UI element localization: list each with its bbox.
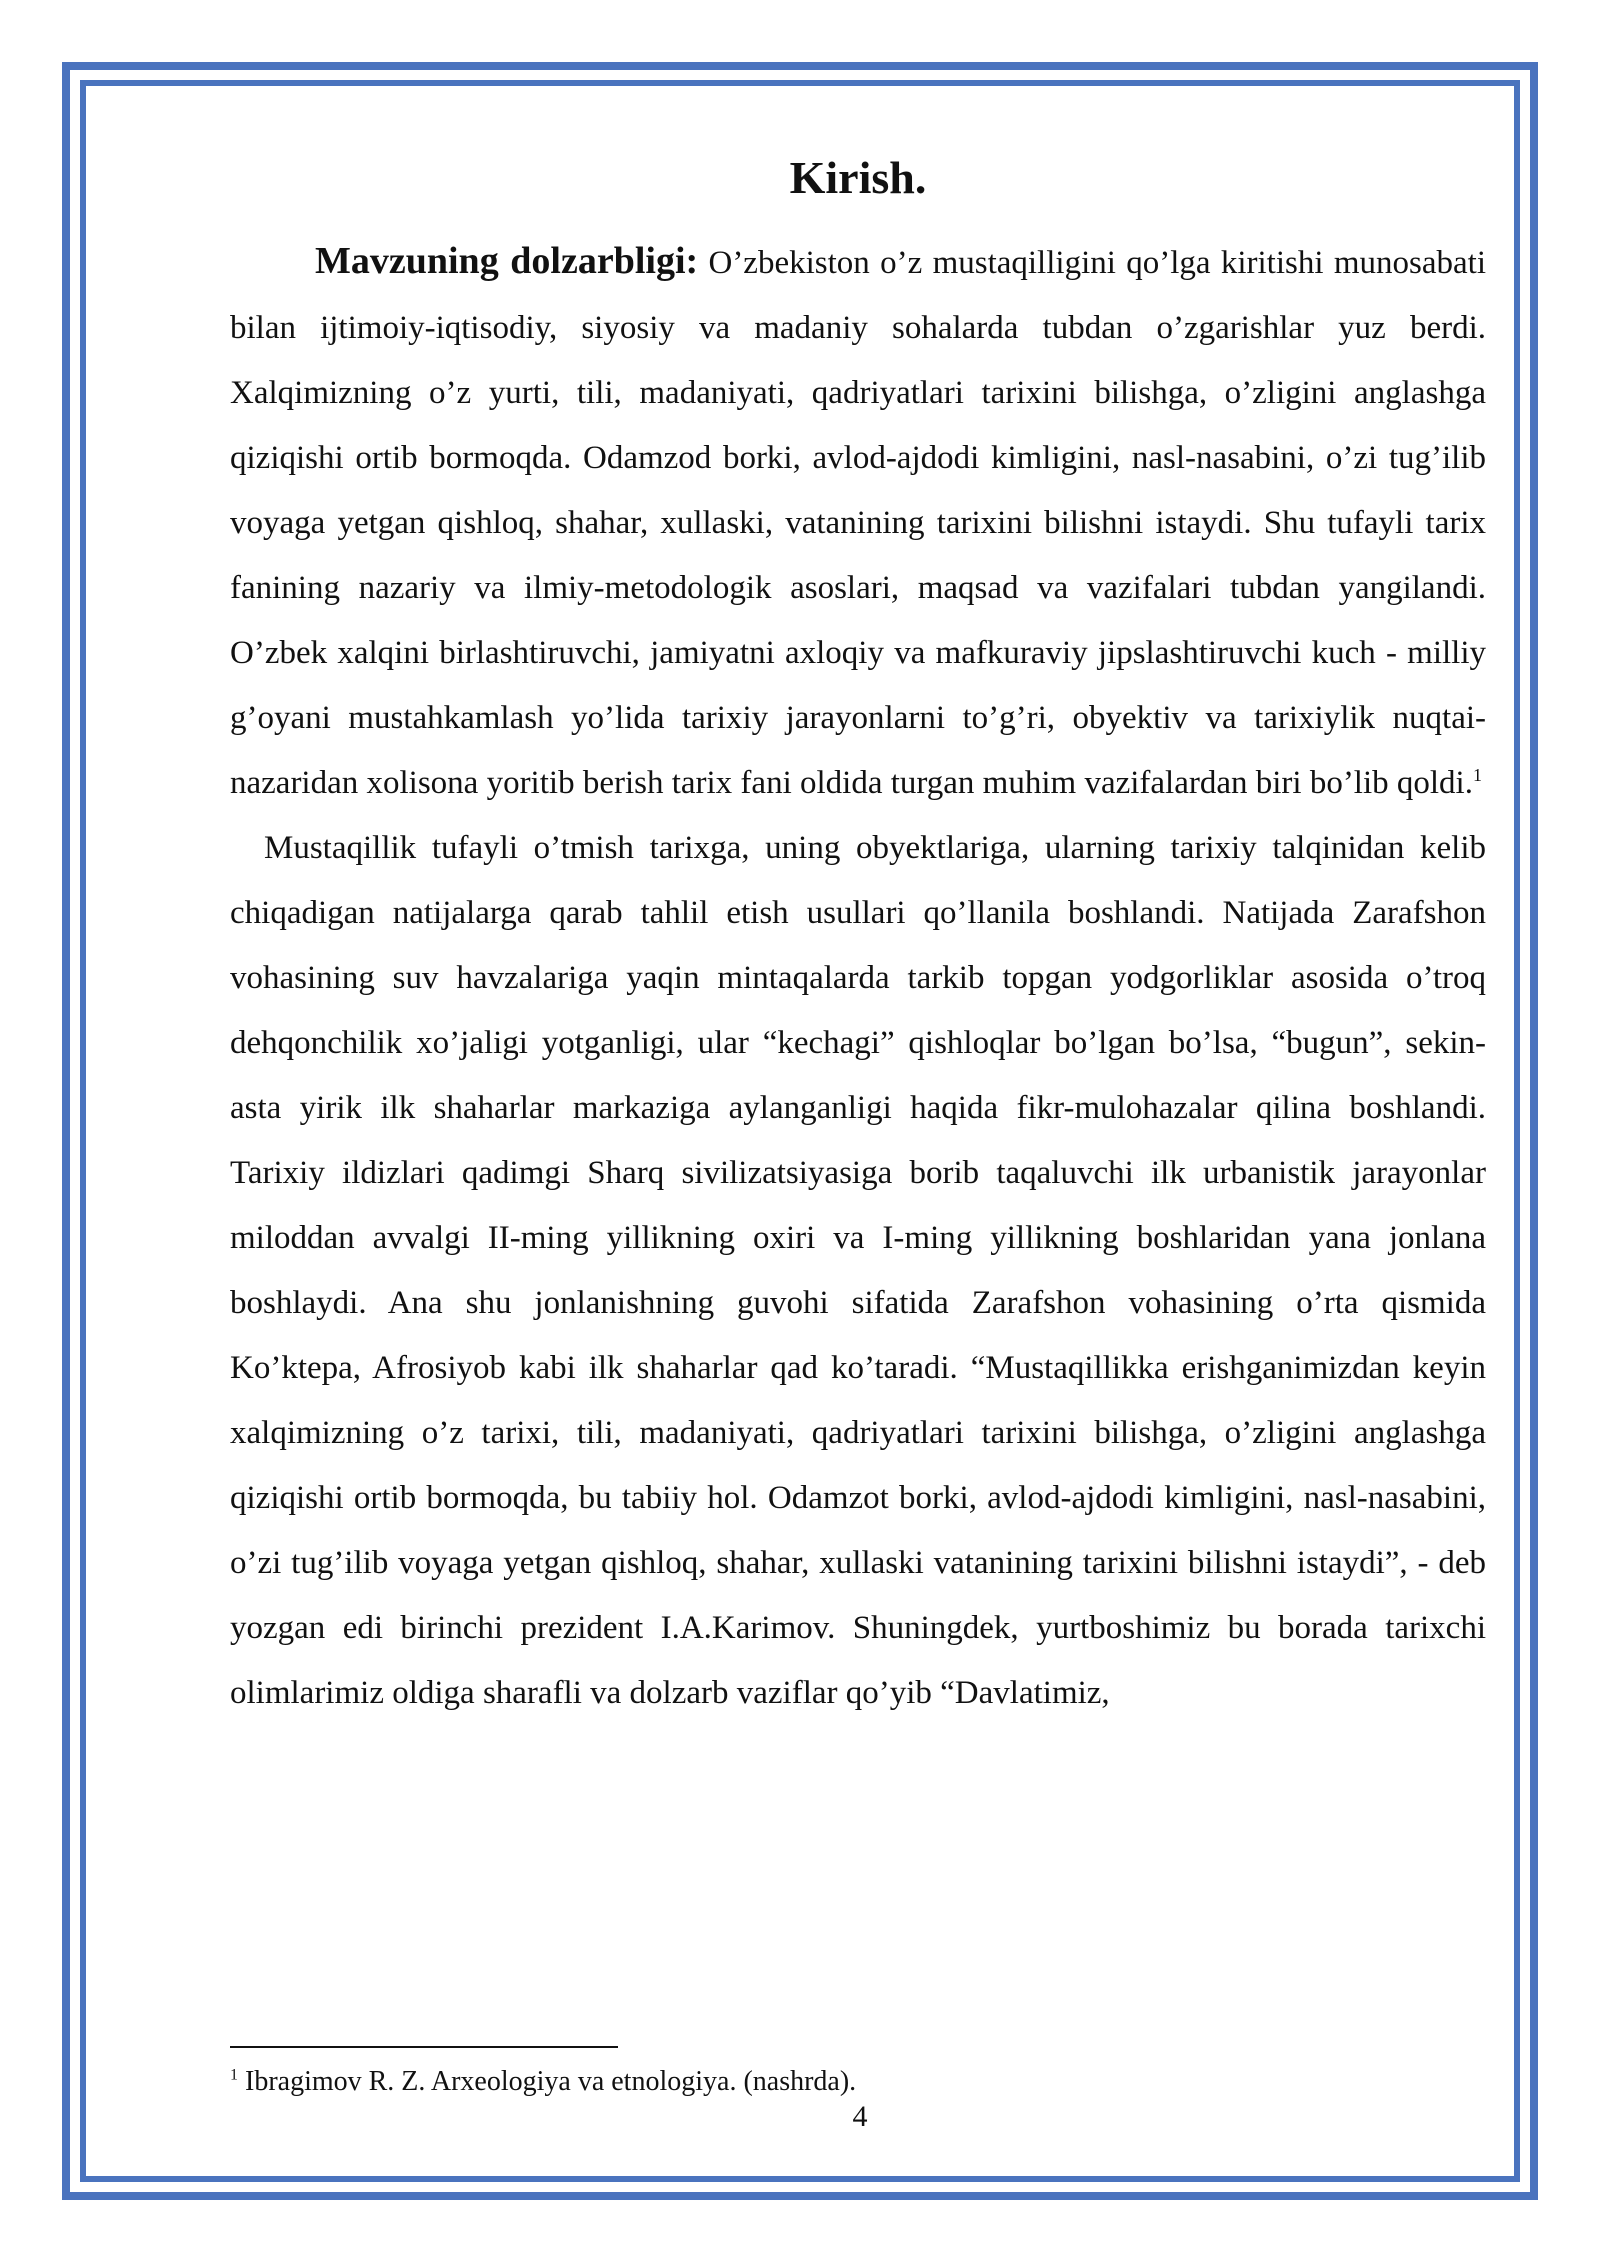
footnote-separator: [230, 2046, 618, 2048]
page-number: 4: [852, 2100, 868, 2133]
footnote-marker: 1: [230, 2066, 238, 2084]
paragraph-relevance: [230, 229, 1486, 816]
footnote-text: Ibragimov R. Z. Arxeologiya va etnologiya. (nashrda).: [238, 2066, 857, 2097]
footnote: [230, 2064, 856, 2100]
footnote-reference[interactable]: 1: [1472, 765, 1482, 786]
paragraph-relevance-text: O’zbekiston o’z mustaqilligini qo’lga kiritishi munosabati bilan ijtimoiy-iqtisodiy, siyosiy va madaniy sohalarda tubdan o’zgarishlar yuz berdi. Xalqimizning o’z yurti, tili, madaniyati, qadriyatlari tarixini bilishga, o’zligini anglashga qiziqishi ortib bormoqda. Odamzod borki, avlod-ajdodi kimligini, nasl-nasabini, o’zi tug’ilib voyaga yetgan qishloq, shahar, xullaski, vatanining tarixini bilishni istaydi. Shu tufayli tarix fanining nazariy va ilmiy-metodologik asoslari, maqsad va vazifalari tubdan yangilandi. O’zbek xalqini birlashtiruvchi, jamiyatni axloqiy va mafkuraviy jipslashtiruvchi kuch - milliy g’oyani mustahkamlash yo’lida tarixiy jarayonlarni to’g’ri, obyektiv va tarixiylik nuqtai-nazaridan xolisona yoritib berish tarix fani oldida turgan muhim vazifalardan biri bo’lib qoldi.: [230, 245, 1486, 802]
section-lead-label: Mavzuning dolzarbligi:: [315, 240, 699, 283]
page-content: [230, 150, 1486, 1726]
paragraph-independence: Mustaqillik tufayli o’tmish tarixga, uning obyektlariga, ularning tarixiy talqinidan kelib chiqadigan natijalarga qarab tahlil etish usullari qo’llanila boshlandi. Natijada Zarafshon vohasining suv havzalariga yaqin mintaqalarda tarkib topgan yodgorliklar asosida o’troq dehqonchilik xo’jaligi yotganligi, ular “kechagi” qishloqlar bo’lgan bo’lsa, “bugun”, sekin-asta yirik ilk shaharlar markaziga aylanganligi haqida fikr-mulohazalar qilina boshlandi. Tarixiy ildizlari qadimgi Sharq sivilizatsiyasiga borib taqaluvchi ilk urbanistik jarayonlar miloddan avvalgi II-ming yillikning oxiri va I-ming yillikning boshlaridan yana jonlana boshlaydi. Ana shu jonlanishning guvohi sifatida Zarafshon vohasining o’rta qismida Ko’ktepa, Afrosiyob kabi ilk shaharlar qad ko’taradi. “Mustaqillikka erishganimizdan keyin xalqimizning o’z tarixi, tili, madaniyati, qadriyatlari tarixini bilishga, o’zligini anglashga qiziqishi ortib bormoqda, bu tabiiy hol. Odamzot borki, avlod-ajdodi kimligini, nasl-nasabini, o’zi tug’ilib voyaga yetgan qishloq, shahar, xullaski vatanining tarixini bilishni istaydi”, - deb yozgan edi birinchi prezident I.A.Karimov. Shuningdek, yurtboshimiz bu borada tarixchi olimlarimiz oldiga sharafli va dolzarb vaziflar qo’yib “Davlatimiz,: [230, 830, 1486, 1712]
page-title: Kirish.: [789, 152, 927, 203]
